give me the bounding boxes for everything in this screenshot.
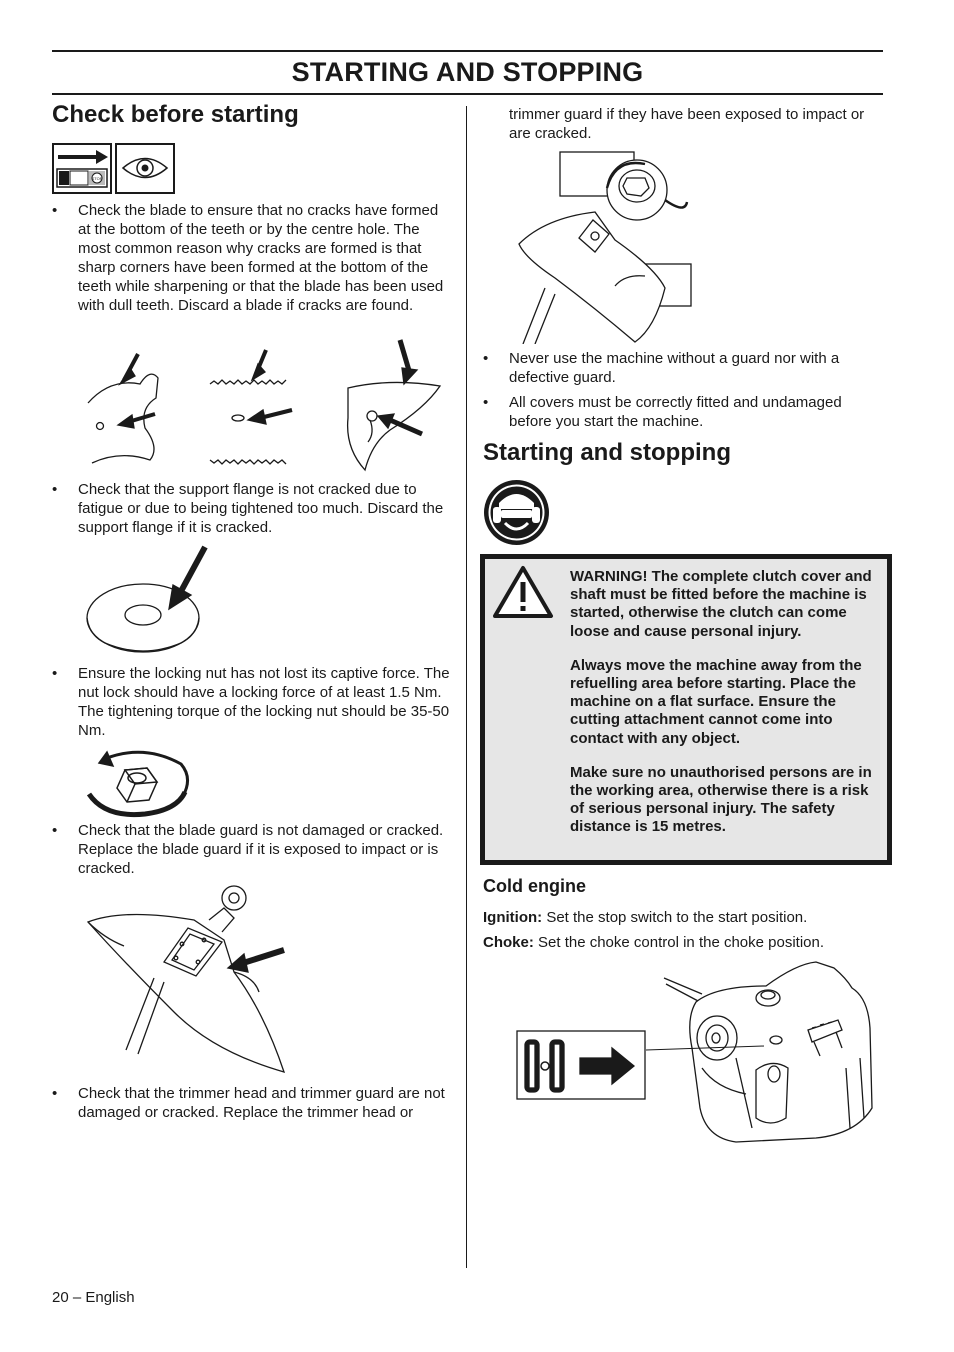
protective-equipment-icon (483, 479, 550, 551)
bullet-text: Check the blade to ensure that no cracks have formed at the bottom of the teeth or by the centre hole. The most common reason why cracks are formed is that sharp corners have been formed at the bottom of the teeth while sharpening or that the blade has been used with dull teeth. Discard a blade if cracks are found. (78, 202, 444, 314)
bullet-blade-guard: • Check that the blade guard is not damaged or cracked. Replace the blade guard if it is exposed to impact or is cracked. (52, 822, 444, 877)
bullet-text: All covers must be correctly fitted and undamaged before you start the machine. (509, 394, 842, 430)
warning-paragraph-2: Always move the machine away from the refuelling area before starting. Place the machine on a flat surface. Ensure the cutting attachment cannot come into contact with any object. (570, 656, 862, 747)
blade-crack-illustration (80, 338, 450, 483)
ignition-text: Set the stop switch to the start position. (542, 909, 808, 926)
bullet-text: Check that the support flange is not cracked due to fatigue or due to being tightened too much. Discard the support flange if it is cracked. (78, 481, 444, 536)
trimmer-guard-illustration (515, 148, 695, 349)
bullet-support-flange: • Check that the support flange is not cracked due to fatigue or due to being tightened too much. Discard the support flange if it is cracked. (52, 481, 444, 536)
support-flange-illustration (85, 543, 225, 666)
page-title: STARTING AND STOPPING (291, 57, 644, 87)
warning-box (480, 554, 892, 865)
bullet-locking-nut: • Ensure the locking nut has not lost its captive force. The nut lock should have a locking force of at least 1.5 Nm. The tightening torque of the locking nut should be 35-50 Nm. (52, 665, 450, 739)
top-rule (52, 50, 883, 52)
bullet-text: Check that the trimmer head and trimmer guard are not damaged or cracked. Replace the trimmer head or (78, 1085, 445, 1121)
bullet-never-without-guard: • Never use the machine without a guard nor with a defective guard. (483, 350, 840, 386)
page-footer: 20 – English (52, 1289, 135, 1306)
bullet-text: Check that the blade guard is not damaged or cracked. Replace the blade guard if it is exposed to impact or is cracked. (78, 822, 444, 877)
eye-inspect-icon (115, 143, 175, 199)
ignition-instruction (483, 908, 883, 927)
cold-engine-heading: Cold engine (483, 876, 586, 896)
trimmer-guard-continuation: trimmer guard if they have been exposed to impact or are cracked. (509, 106, 865, 142)
title-rule (52, 93, 883, 95)
check-before-starting-heading: Check before starting (52, 101, 299, 128)
stop-label: STOP (91, 176, 103, 181)
bullet-text: Never use the machine without a guard nor with a defective guard. (509, 350, 840, 386)
bullet-covers-fitted: • All covers must be correctly fitted and undamaged before you start the machine. (483, 394, 842, 430)
choke-text: Set the choke control in the choke position. (533, 934, 825, 951)
ignition-label: Ignition: (483, 909, 543, 926)
bullet-text: Ensure the locking nut has not lost its captive force. The nut lock should have a locking force of at least 1.5 Nm. The tightening torque of the locking nut should be 35-50 Nm. (78, 665, 450, 739)
warning-paragraph-1: WARNING! The complete clutch cover and shaft must be fitted before the machine is started, otherwise the clutch can come loose and cause personal injury. (570, 568, 872, 640)
column-divider (466, 106, 467, 1268)
starting-and-stopping-heading: Starting and stopping (483, 439, 731, 466)
locking-nut-illustration (85, 748, 195, 825)
blade-guard-illustration (84, 882, 294, 1083)
choke-instruction (483, 933, 883, 952)
warning-triangle-icon (492, 565, 554, 624)
bullet-trimmer-head: • Check that the trimmer head and trimmer guard are not damaged or cracked. Replace the trimmer head or (52, 1085, 445, 1121)
stop-switch-icon (52, 143, 112, 199)
choke-control-illustration (516, 958, 880, 1149)
warning-paragraph-3: Make sure no unauthorised persons are in the working area, otherwise there is a risk of serious personal injury. The safety distance is 15 metres. (570, 763, 872, 836)
warning-text (570, 568, 882, 853)
bullet-blade-cracks: • Check the blade to ensure that no cracks have formed at the bottom of the teeth or by the centre hole. The most common reason why cracks are formed is that sharp corners have been formed at the bottom of the teeth while sharpening or that the blade has been used with dull teeth. Discard a blade if cracks are found. (52, 202, 444, 314)
choke-label: Choke: (483, 934, 534, 951)
